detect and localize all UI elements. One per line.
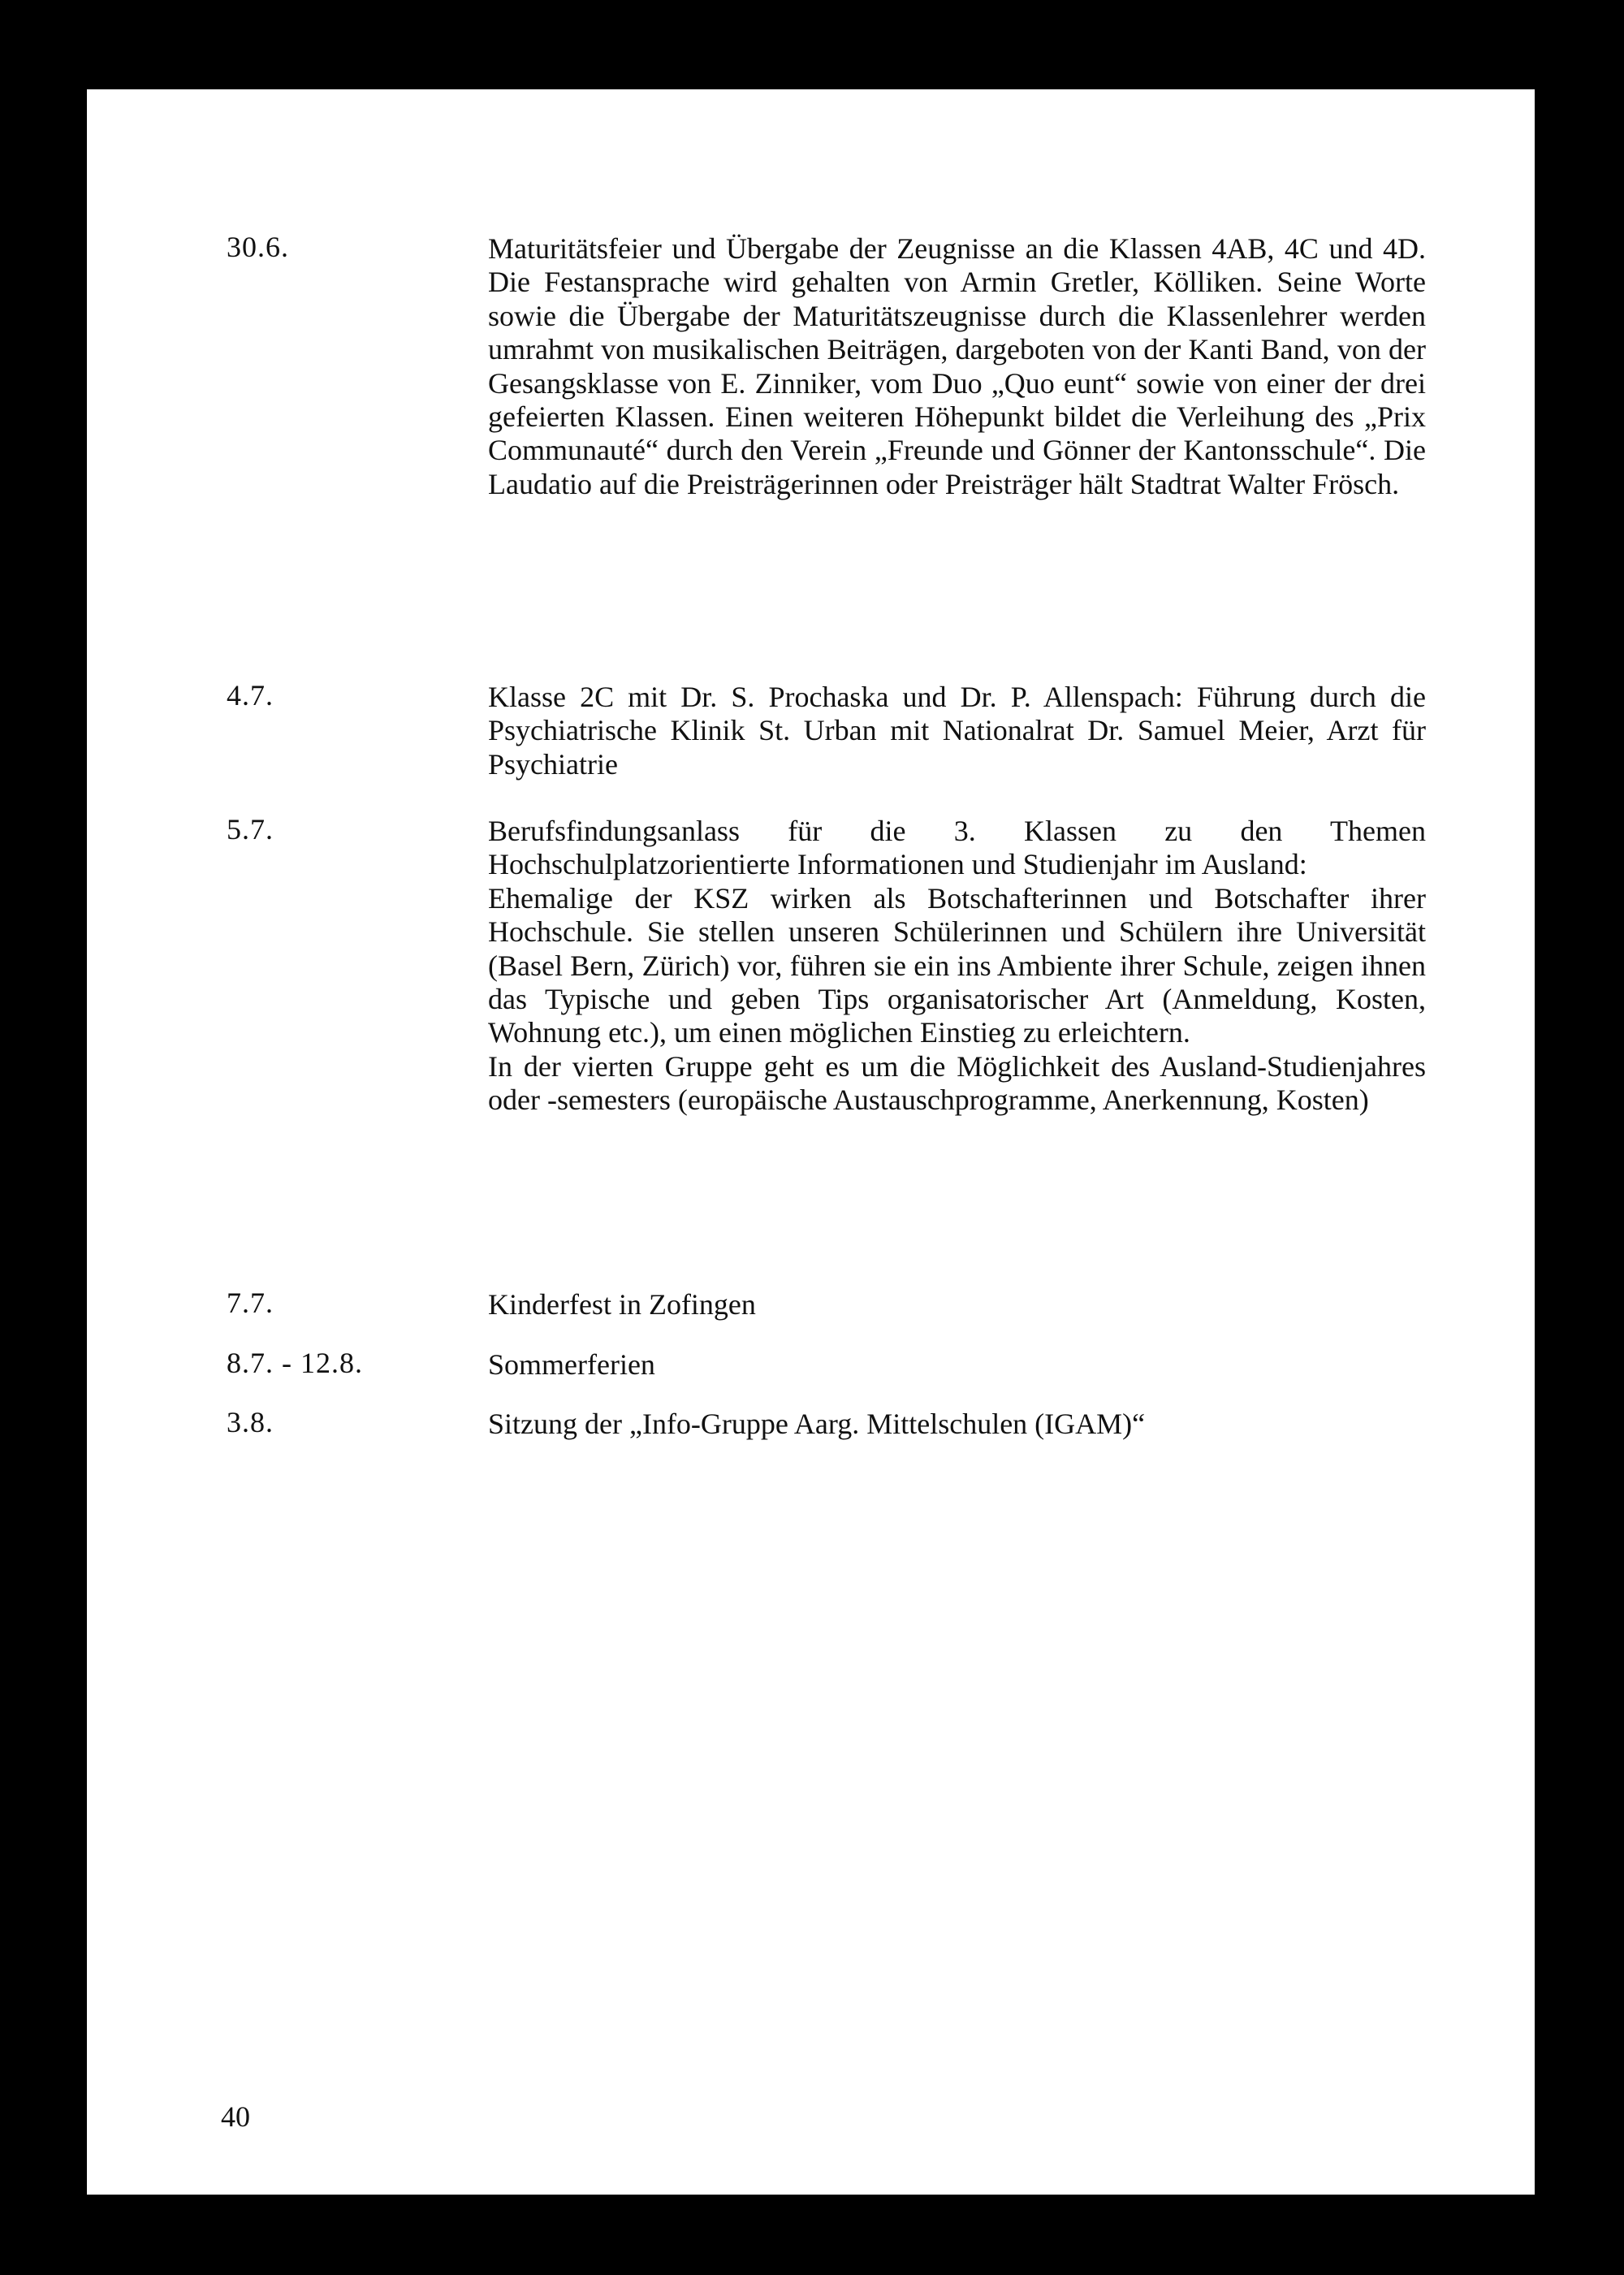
entry-text-2: Ehemalige der KSZ wirken als Botschafterinnen und Botschafter ihrer Hochschule. Sie stellen unseren Schülerinnen und Schülern ihre Universität (Basel Bern, Zürich) vor, führen sie ein ins Ambiente ihrer Schule, zeigen ihnen das Typische und geben Tips organisatorischer Art (Anmeldung, Kosten, Wohnung etc.), um einen möglichen Einstieg zu erleichtern. [488,881,1426,1049]
entry-date: 8.7. - 12.8. [227,1347,363,1379]
entry-date: 3.8. [227,1406,274,1438]
document-page [87,89,1535,2195]
entry-date: 5.7. [227,813,274,846]
entry-text: Sommerferien [488,1348,655,1381]
entry-description [488,1348,1426,1382]
entry-text: Berufsfindungsanlass für die 3. Klassen zu den Themen Hochschulplatzorientierte Informationen und Studienjahr im Ausland: [488,815,1426,881]
page-number: 40 [221,2100,250,2133]
entry-date: 4.7. [227,679,274,711]
entry-text-3: In der vierten Gruppe geht es um die Möglichkeit des Ausland-Studienjahres oder -semesters (europäische Austauschprogramme, Anerkennung, Kosten) [488,1049,1426,1117]
entry-description [488,1288,1426,1321]
entry-text: Sitzung der „Info-Gruppe Aarg. Mittelschulen (IGAM)“ [488,1408,1146,1440]
entry-description [488,1408,1426,1441]
entry-date: 30.6. [227,231,289,263]
entry-date: 7.7. [227,1287,274,1319]
entry-text: Klasse 2C mit Dr. S. Prochaska und Dr. P. Allenspach: Führung durch die Psychiatrische Klinik St. Urban mit Nationalrat Dr. Samuel Meier, Arzt für Psychiatrie [488,681,1426,781]
entry-description [488,681,1426,781]
entry-description [488,815,1426,1118]
entry-text: Maturitätsfeier und Übergabe der Zeugnisse an die Klassen 4AB, 4C und 4D. Die Festansprache wird gehalten von Armin Gretler, Kölliken. Seine Worte sowie die Übergabe der Maturitätszeugnisse durch die Klassenlehrer werden umrahmt von musikalischen Beiträgen, dargeboten von der Kanti Band, von der Gesangsklasse von E. Zinniker, vom Duo „Quo eunt“ sowie von einer der drei gefeierten Klassen. Einen weiteren Höhepunkt bildet die Verleihung des „Prix Communauté“ durch den Verein „Freunde und Gönner der Kantonsschule“. Die Laudatio auf die Preisträgerinnen oder Preisträger hält Stadtrat Walter Frösch. [488,232,1426,500]
entry-description [488,232,1426,501]
entry-text: Kinderfest in Zofingen [488,1288,756,1321]
